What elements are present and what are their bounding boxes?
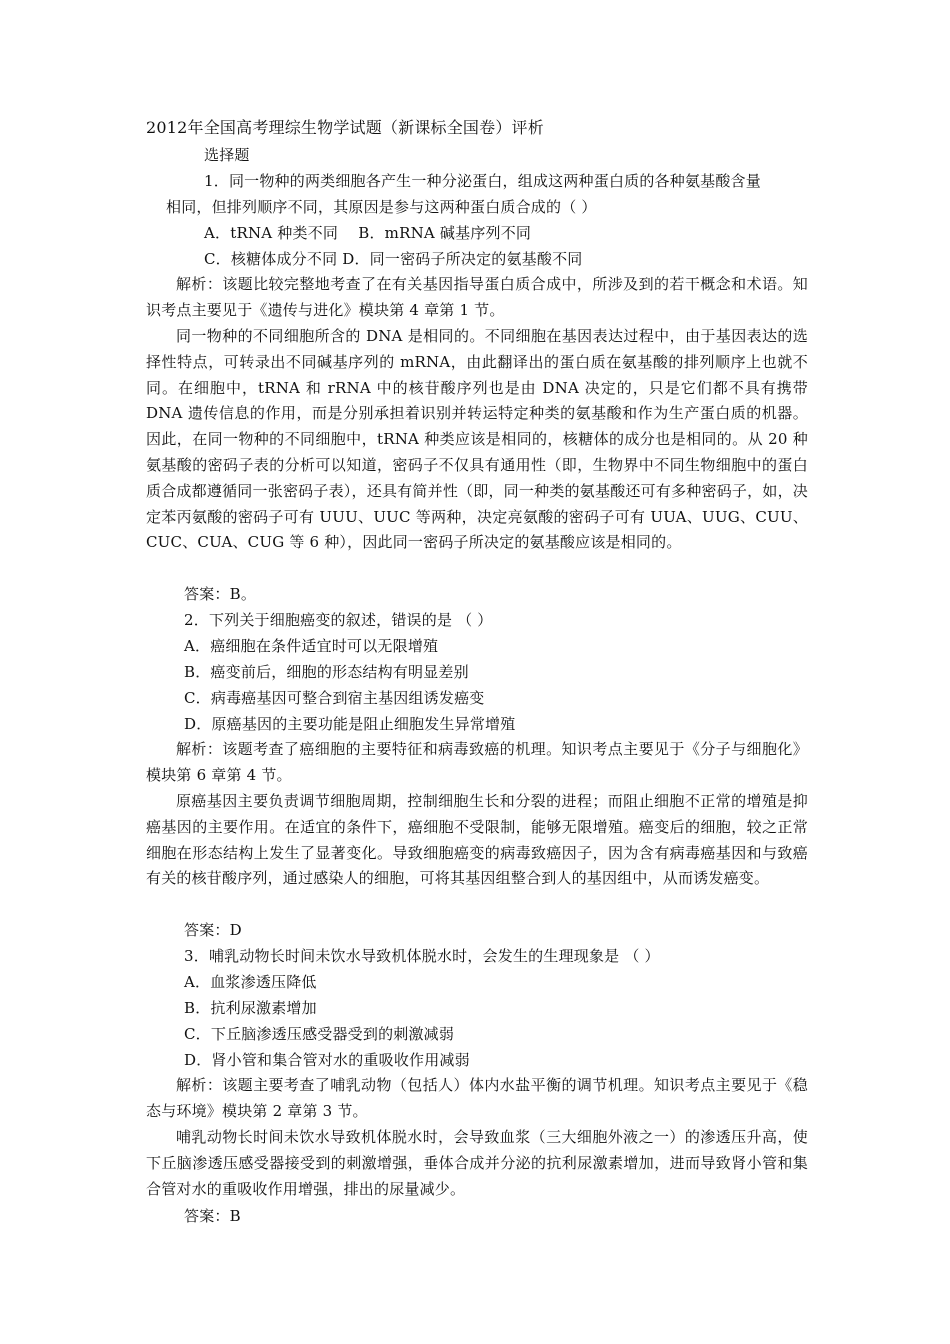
q2-stem: 2．下列关于细胞癌变的叙述，错误的是 （ ） — [184, 611, 493, 629]
q2-explanation: 原癌基因主要负责调节细胞周期，控制细胞生长和分裂的进程；而阻止细胞不正常的增殖是抑癌基因的主要作用。在适宜的条件下，癌细胞不受限制，能够无限增殖。癌变后的细胞，较之正常细胞在形态结构上发生了显著变化。导致细胞癌变的病毒致癌因子，因为含有病毒癌基因和与致癌有关的核苷酸序列，通过感染人的细胞，可将其基因组整合到人的基因组中，从而诱发癌变。 — [146, 792, 808, 888]
q3-option-b: B．抗利尿激素增加 — [184, 999, 317, 1017]
q3-option-a: A．血浆渗透压降低 — [184, 973, 317, 991]
q1-options-cd: C．核糖体成分不同 D．同一密码子所决定的氨基酸不同 — [204, 250, 583, 268]
q3-answer: 答案：B — [184, 1207, 241, 1225]
q3-analysis: 解析：该题主要考查了哺乳动物（包括人）体内水盐平衡的调节机理。知识考点主要见于《稳态与环境》模块第 2 章第 3 节。 — [146, 1076, 808, 1120]
q1-stem-line2: 相同，但排列顺序不同，其原因是参与这两种蛋白质合成的（ ） — [166, 198, 597, 216]
q2-option-b: B．癌变前后，细胞的形态结构有明显差别 — [184, 663, 469, 681]
q2-option-d: D．原癌基因的主要功能是阻止细胞发生异常增殖 — [184, 715, 516, 733]
q1-analysis: 解析：该题比较完整地考查了在有关基因指导蛋白质合成中，所涉及到的若干概念和术语。知识考点主要见于《遗传与进化》模块第 4 章第 1 节。 — [146, 275, 808, 319]
q2-analysis: 解析：该题考查了癌细胞的主要特征和病毒致癌的机理。知识考点主要见于《分子与细胞化》模块第 6 章第 4 节。 — [146, 740, 808, 784]
q1-answer: 答案：B。 — [184, 585, 257, 603]
q2-option-c: C．病毒癌基因可整合到宿主基因组诱发癌变 — [184, 689, 485, 707]
q3-stem: 3．哺乳动物长时间未饮水导致机体脱水时，会发生的生理现象是 （ ） — [184, 947, 660, 965]
q3-explanation: 哺乳动物长时间未饮水导致机体脱水时，会导致血浆（三大细胞外液之一）的渗透压升高，使下丘脑渗透压感受器接受到的刺激增强，垂体合成并分泌的抗利尿激素增加，进而导致肾小管和集合管对水的重吸收作用增强，排出的尿量减少。 — [146, 1128, 808, 1198]
q1-explanation: 同一物种的不同细胞所含的 DNA 是相同的。不同细胞在基因表达过程中，由于基因表达的选择性特点，可转录出不同碱基序列的 mRNA，由此翻译出的蛋白质在氨基酸的排列顺序上也就不同。在细胞中，tRNA 和 rRNA 中的核苷酸序列也是由 DNA 决定的，只是它们都不具有携带 DNA 遗传信息的作用，而是分别承担着识别并转运特定种类的氨基酸和作为生产蛋白质的机器。因此，在同一物种的不同细胞中，tRNA 种类应该是相同的，核糖体的成分也是相同的。从 20 种氨基酸的密码子表的分析可以知道，密码子不仅具有通用性（即，生物界中不同生物细胞中的蛋白质合成都遵循同一张密码子表），还具有简并性（即，同一种类的氨基酸还可有多种密码子，如，决定苯丙氨酸的密码子可有 UUU、UUC 等两种，决定亮氨酸的密码子可有 UUA、UUG、CUU、CUC、CUA、CUG 等 6 种），因此同一密码子所决定的氨基酸应该是相同的。 — [146, 327, 808, 552]
q3-option-d: D．肾小管和集合管对水的重吸收作用减弱 — [184, 1051, 470, 1069]
document-title: 2012年全国高考理综生物学试题（新课标全国卷）评析 — [146, 118, 544, 137]
q2-answer: 答案：D — [184, 921, 242, 939]
q2-option-a: A．癌细胞在条件适宜时可以无限增殖 — [184, 637, 439, 655]
q1-options-ab: A．tRNA 种类不同 B．mRNA 碱基序列不同 — [204, 224, 532, 242]
q1-stem-line1: 1．同一物种的两类细胞各产生一种分泌蛋白，组成这两种蛋白质的各种氨基酸含量 — [204, 172, 761, 190]
q3-option-c: C．下丘脑渗透压感受器受到的刺激减弱 — [184, 1025, 455, 1043]
section-heading: 选择题 — [204, 146, 250, 164]
